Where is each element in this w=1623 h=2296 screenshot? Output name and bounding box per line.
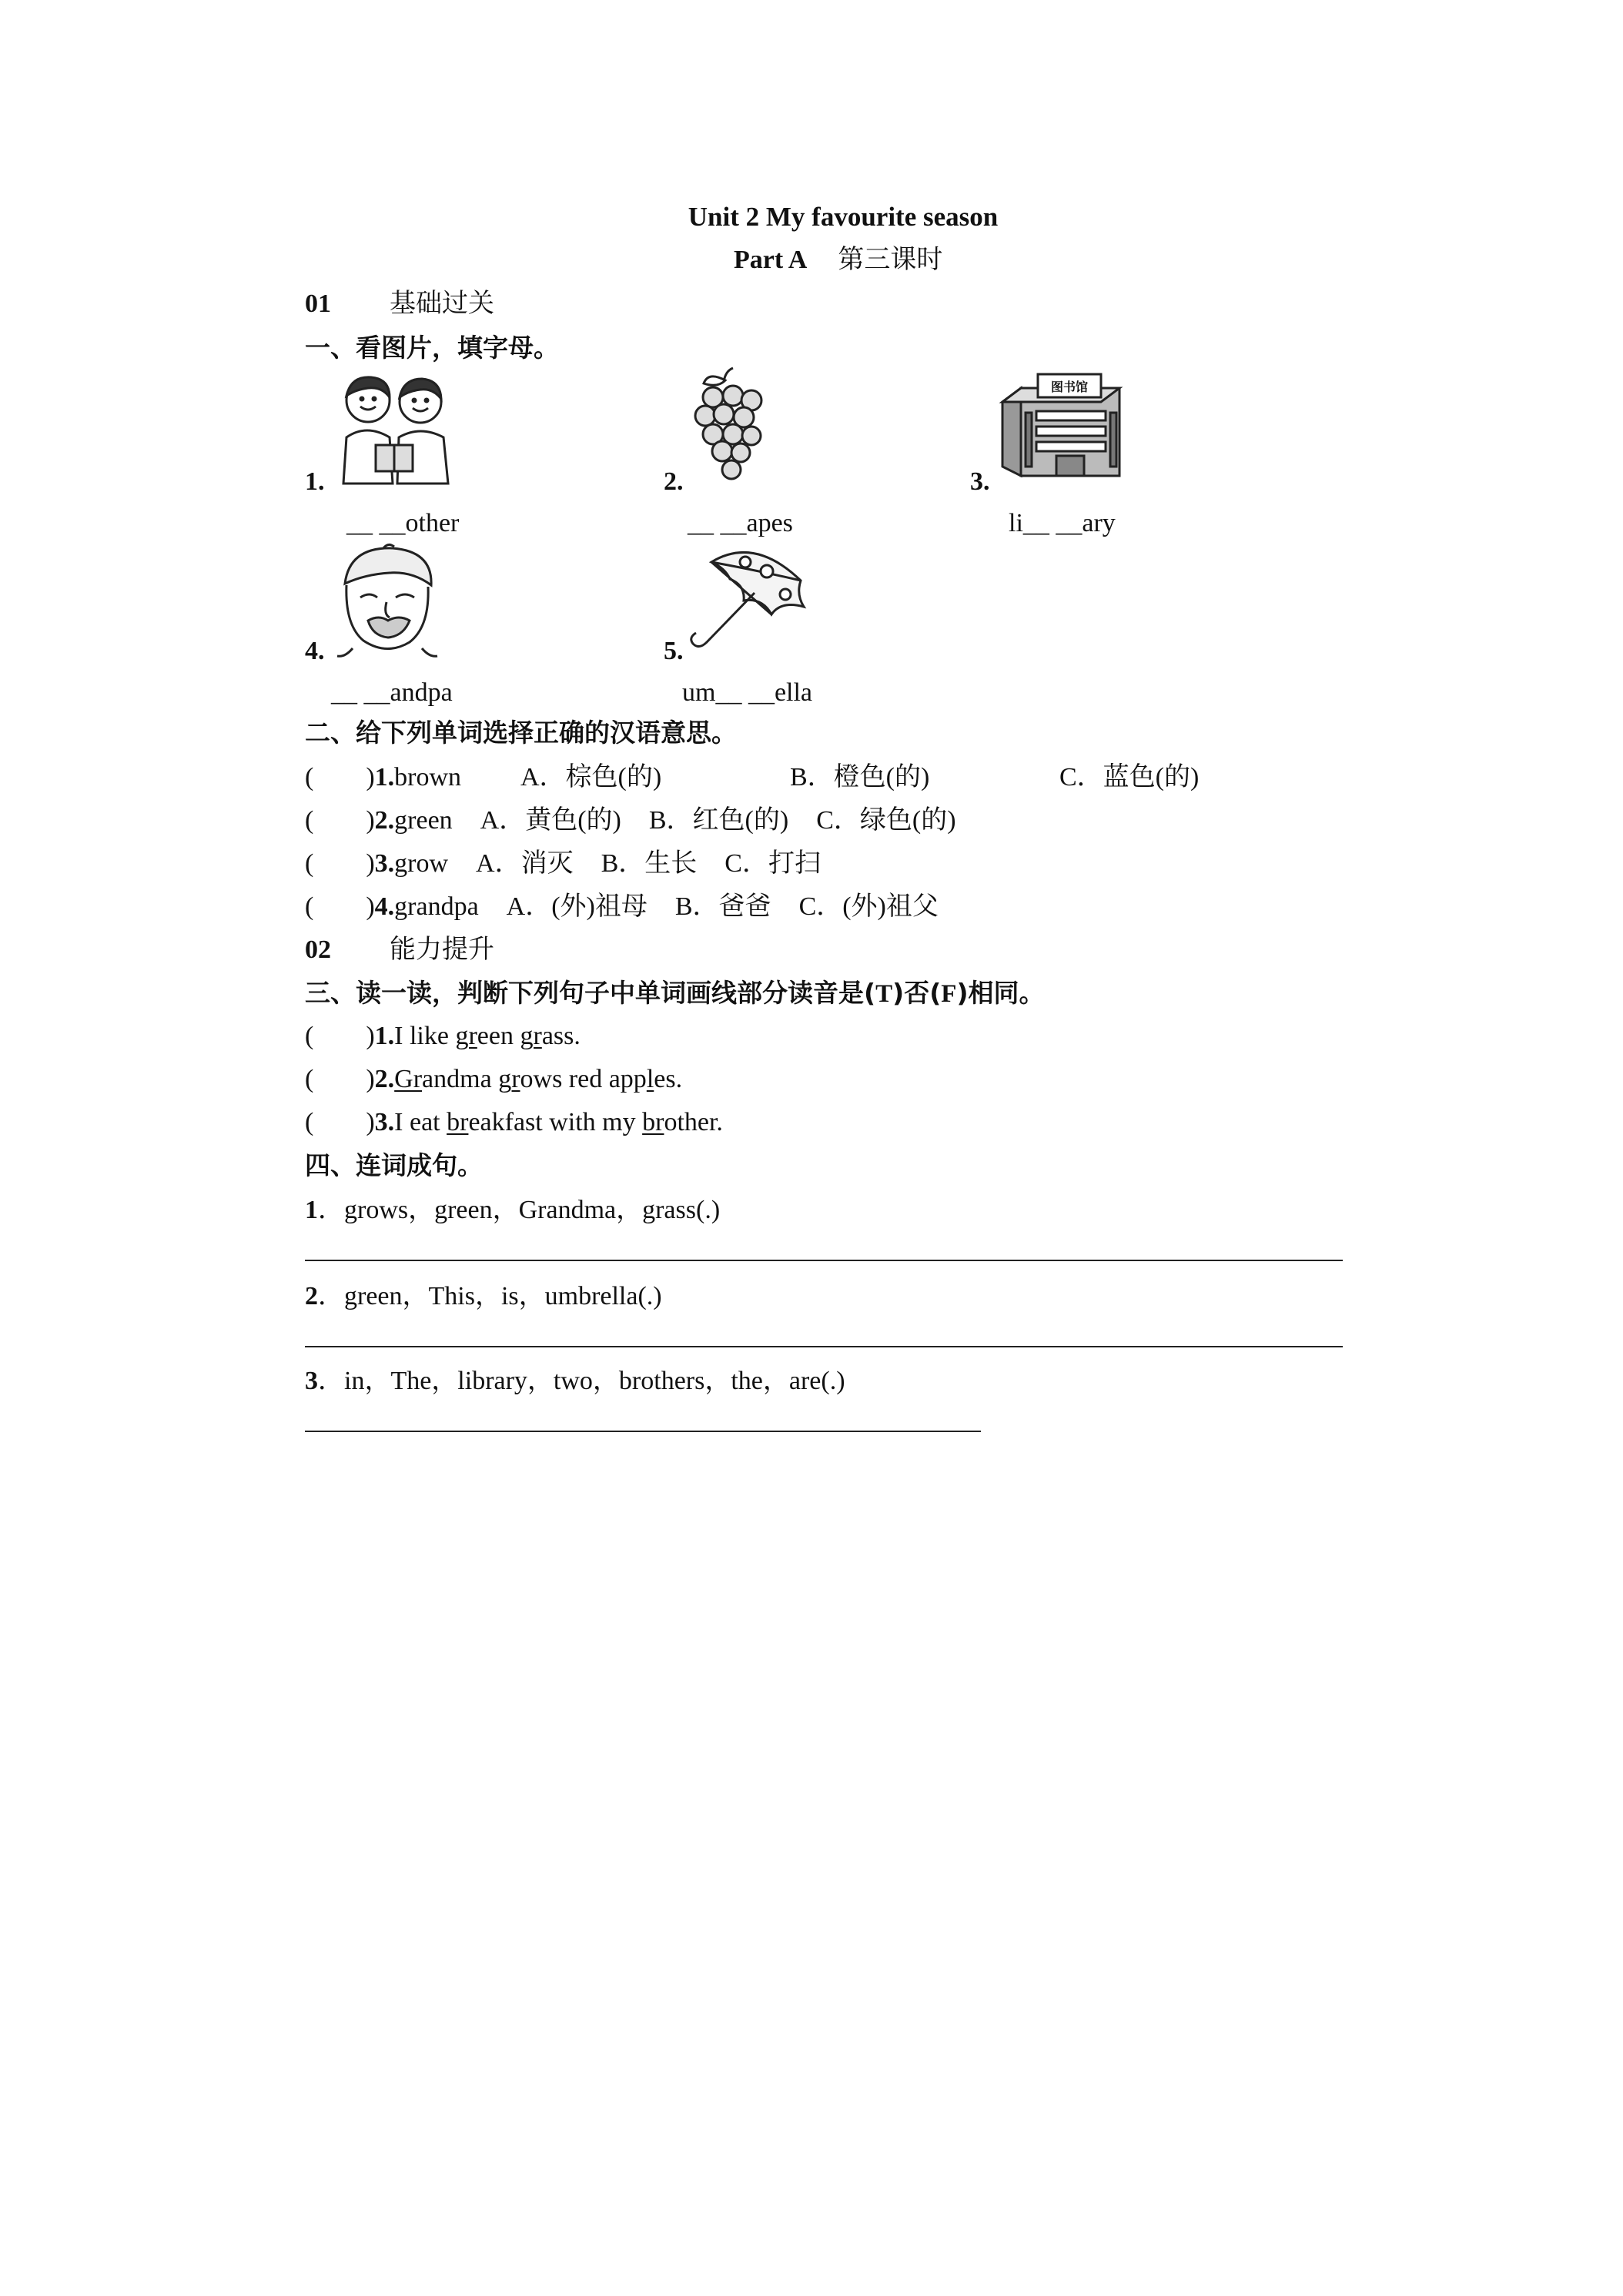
item-number: 3. [970, 467, 990, 496]
item-number: 1. [305, 467, 325, 496]
underlined-letters: br [642, 1108, 664, 1136]
sentence-text: I eat [394, 1108, 447, 1136]
item-number: 4. [305, 637, 325, 665]
option-c: C．(外)祖父 [798, 892, 939, 921]
option-c: C．打扫 [724, 849, 821, 878]
section-number: 02 [305, 935, 331, 964]
item-number: 1. [374, 763, 395, 792]
question-row [305, 1195, 720, 1226]
answer-blank[interactable]: ( ) [305, 806, 375, 835]
question-1-heading: 一、看图片，填字母。 [305, 333, 559, 363]
answer-blank[interactable]: ( ) [305, 1022, 375, 1050]
section-01 [305, 289, 494, 320]
question-4-heading: 四、连词成句。 [305, 1150, 483, 1180]
fill-word: __ __andpa [331, 678, 453, 707]
answer-blank[interactable]: ( ) [305, 892, 375, 921]
heading-text: )相同。 [956, 978, 1045, 1008]
option-a: A．棕色(的) [520, 763, 662, 792]
option-b: B．爸爸 [674, 892, 771, 921]
scrambled-words: ．in，The，library，two，brothers，the，are(.) [318, 1367, 845, 1395]
question-row [305, 805, 956, 836]
scrambled-words: ．grows，green，Grandma，grass(.) [318, 1196, 721, 1224]
heading-text: )否( [892, 978, 942, 1008]
item-number: 3 [305, 1367, 318, 1395]
answer-blank[interactable]: ( ) [305, 763, 375, 792]
true-letter: T [875, 980, 893, 1008]
question-row [305, 1021, 581, 1052]
sentence-text: andma [422, 1065, 499, 1093]
question-row [305, 762, 461, 793]
umbrella-icon [681, 539, 812, 659]
vocab-word: grandpa [394, 892, 479, 921]
item-number: 2. [374, 1065, 395, 1093]
grandpa-face-icon [330, 541, 445, 664]
question-row [305, 1107, 723, 1138]
vocab-word: grow [394, 849, 449, 878]
item-number: 1. [374, 1022, 395, 1050]
question-row [305, 1281, 662, 1312]
item-number: 3. [374, 1108, 395, 1136]
answer-line[interactable] [305, 1431, 981, 1432]
section-label: 能力提升 [390, 935, 494, 964]
sentence-text: I like [394, 1022, 456, 1050]
option-b: B．生长 [601, 849, 698, 878]
sentence-text: ass. [541, 1022, 581, 1050]
heading-text: 三、读一读，判断下列句子中单词画线部分读音是( [305, 978, 876, 1008]
answer-blank[interactable]: ( ) [305, 1065, 375, 1093]
question-3-heading [305, 978, 1045, 1009]
item-number: 4. [374, 892, 395, 921]
option-b: B．红色(的) [648, 806, 789, 835]
false-letter: F [941, 980, 957, 1008]
section-label: 基础过关 [390, 290, 494, 318]
underlined-letters: Gr [394, 1065, 423, 1093]
option-a: A．黄色(的) [480, 806, 621, 835]
option-c: C．绿色(的) [816, 806, 956, 835]
underlined-letters: br [447, 1108, 469, 1136]
underlined-letters: gr [520, 1022, 542, 1050]
answer-blank[interactable]: ( ) [305, 1108, 375, 1136]
section-number: 01 [305, 290, 331, 318]
option-a: A．(外)祖母 [506, 892, 648, 921]
lesson-subtitle [734, 245, 942, 276]
vocab-word: brown [394, 763, 462, 792]
item-number: 2. [664, 467, 684, 496]
underlined-letters: l [646, 1065, 654, 1093]
question-row [305, 848, 821, 879]
question-row [305, 1064, 682, 1095]
sentence-text: eakfast with my [468, 1108, 643, 1136]
item-number: 2 [305, 1282, 318, 1310]
question-row [305, 1366, 845, 1397]
library-sign-text: 图书馆 [1050, 380, 1089, 394]
item-number: 2. [374, 806, 395, 835]
part-label: Part A [734, 246, 808, 274]
fill-word: __ __apes [688, 509, 793, 537]
grapes-icon [678, 365, 778, 488]
sentence-text: other. [664, 1108, 723, 1136]
answer-line[interactable] [305, 1346, 1343, 1347]
item-number: 3. [374, 849, 395, 878]
answer-line[interactable] [305, 1260, 1343, 1261]
fill-word: li__ __ary [1009, 509, 1116, 537]
underlined-letters: gr [498, 1065, 520, 1093]
sentence-text: een [477, 1022, 520, 1050]
answer-blank[interactable]: ( ) [305, 849, 375, 878]
scrambled-words: ．green，This，is，umbrella(.) [318, 1282, 662, 1310]
underlined-letters: gr [455, 1022, 477, 1050]
question-row [305, 892, 939, 922]
vocab-word: green [394, 806, 453, 835]
option-b: B．橙色(的) [790, 763, 930, 792]
unit-title: Unit 2 My favourite season [688, 202, 999, 232]
two-boys-reading-icon [328, 368, 459, 491]
sentence-text: ows red app [520, 1065, 647, 1093]
item-number: 1 [305, 1196, 318, 1224]
library-building-icon [998, 371, 1124, 480]
fill-word: __ __other [346, 509, 460, 537]
fill-word: um__ __ella [682, 678, 813, 707]
lesson-label: 第三课时 [838, 246, 943, 274]
question-2-heading: 二、给下列单词选择正确的汉语意思。 [305, 718, 737, 748]
sentence-text: es. [654, 1065, 683, 1093]
section-02 [305, 935, 494, 966]
option-c: C．蓝色(的) [1059, 763, 1200, 792]
option-a: A．消灭 [476, 849, 574, 878]
item-number: 5. [664, 637, 684, 665]
